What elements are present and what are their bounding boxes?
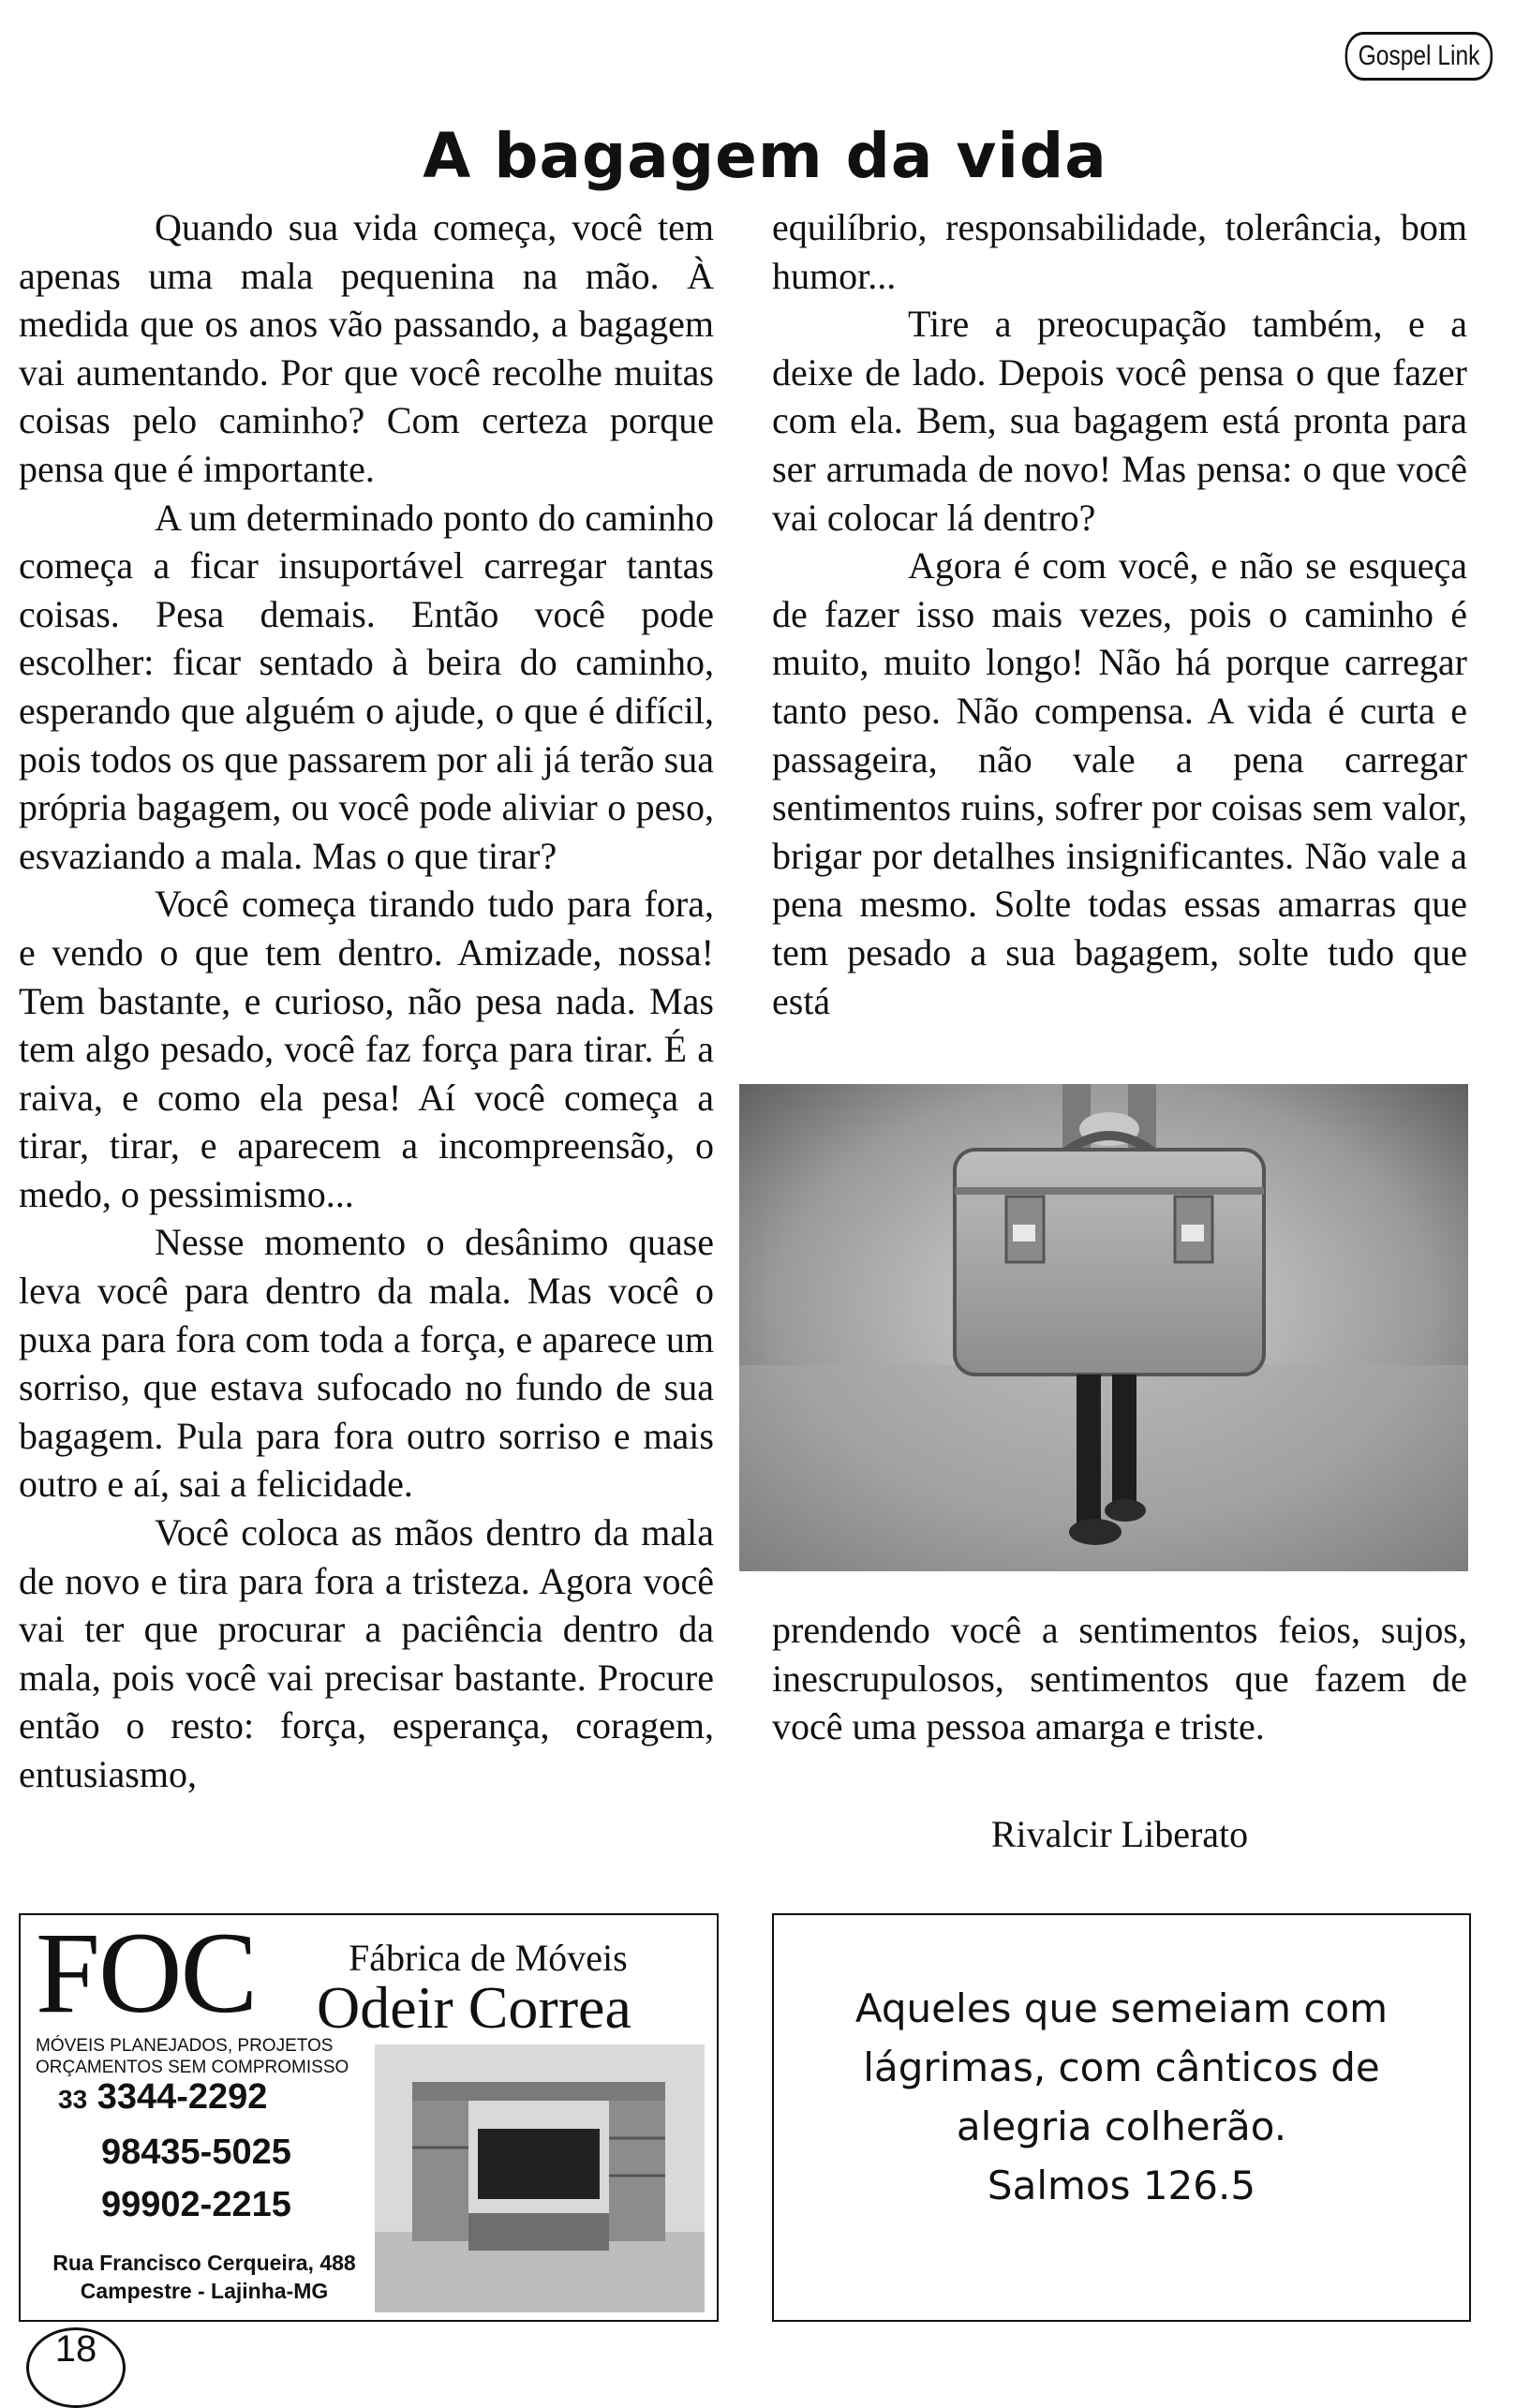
author-name: Rivalcir Liberato: [990, 1813, 1249, 1855]
furniture-image: [375, 2044, 705, 2312]
bible-quote: Aqueles que semeiam com lágrimas, com cânticos de alegria colherão. Salmos 126.5: [854, 1985, 1389, 2208]
paragraph: Você começa tirando tudo para fora, e vendo o que tem dentro. Amizade, nossa! Tem bastante, e curioso, não pesa nada. Mas tem algo pesado, você faz força para tirar. É a raiva, e como ela pesa! Aí você começa a tirar, tirar, e aparecem a incompreensão, o medo, o pessimismo...: [19, 883, 714, 1215]
suitcase-photo: [739, 1084, 1468, 1571]
article-title: A bagagem da vida: [423, 120, 1107, 192]
article-column-3: [772, 1606, 1467, 1751]
bible-quote-box: [772, 1913, 1471, 2322]
ad-tagline: MÓVEIS PLANEJADOS, PROJETOS ORÇAMENTOS SEM COMPROMISSO: [36, 2036, 349, 2077]
paragraph: Tire a preocupação também, e a deixe de lado. Depois você pensa o que fazer com ela. Bem, sua bagagem está pronta para ser arrumada de novo! Mas pensa: o que você vai colocar lá dentro?: [772, 303, 1467, 539]
article-column-2: [772, 203, 1467, 1025]
ad-address: Rua Francisco Cerqueira, 488 Campestre - Lajinha-MG: [52, 2251, 356, 2303]
ad-phones: 33 3344-2292 98435-5025 99902-2215: [58, 2077, 291, 2224]
furniture-ad: [19, 1909, 719, 2322]
ad-line2: Odeir Correa: [317, 1974, 631, 2041]
paragraph: prendendo você a sentimentos feios, sujos, inescrupulosos, sentimentos que fazem de você uma pessoa amarga e triste.: [772, 1609, 1467, 1748]
paragraph: Agora é com você, e não se esqueça de fazer isso mais vezes, pois o caminho é muito, muito longo! Não há porque carregar tanto peso. Não compensa. A vida é curta e passageira, não vale a pena carregar sentimentos ruins, sofrer por coisas sem valor, brigar por detalhes insignificantes. Não vale a pena mesmo. Solte todas essas amarras que tem pesado a sua bagagem, solte tudo que está: [772, 544, 1467, 1022]
page-number: 18: [26, 2327, 126, 2408]
paragraph: equilíbrio, responsabilidade, tolerância, bom humor...: [772, 206, 1467, 297]
gospel-link-logo: Gospel Link: [1344, 32, 1493, 81]
paragraph: Nesse momento o desânimo quase leva você para dentro da mala. Mas você o puxa para fora com toda a força, e aparece um sorriso, que estava sufocado no fundo de sua bagagem. Pula para fora outro sorriso e mais outro e aí, sai a felicidade.: [19, 1221, 714, 1506]
ad-logo: FOC: [36, 1909, 257, 2037]
paragraph: Quando sua vida começa, você tem apenas uma mala pequenina na mão. À medida que os anos vão passando, a bagagem vai aumentando. Por que você recolhe muitas coisas pelo caminho? Com certeza porque pensa que é importante.: [19, 206, 714, 490]
ad-line1: Fábrica de Móveis: [349, 1937, 628, 1979]
article-column-1: [19, 203, 714, 1799]
paragraph: Você coloca as mãos dentro da mala de novo e tira para fora a tristeza. Agora você vai ter que procurar a paciência dentro da mala, pois você vai precisar bastante. Procure então o resto: força, esperança, coragem, entusiasmo,: [19, 1511, 714, 1795]
paragraph: A um determinado ponto do caminho começa a ficar insuportável carregar tantas coisas. Pesa demais. Então você pode escolher: ficar sentado à beira do caminho, esperando que alguém o ajude, o que é difícil, pois todos os que passarem por ali já terão sua própria bagagem, ou você pode aliviar o peso, esvaziando a mala. Mas o que tirar?: [19, 496, 714, 877]
